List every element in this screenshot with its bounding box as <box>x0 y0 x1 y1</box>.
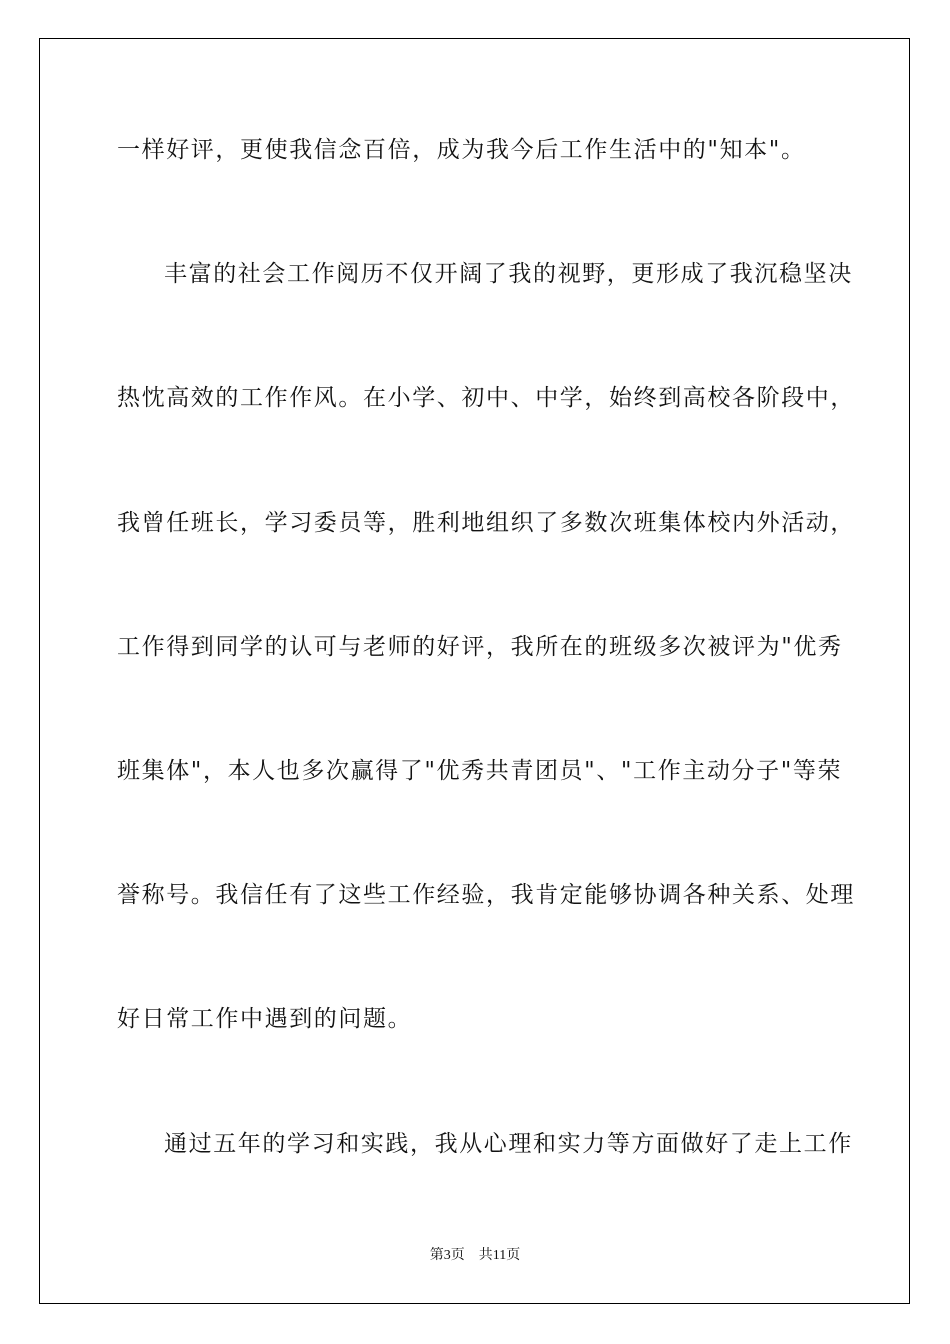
text-line: 班集体"，本人也多次赢得了"优秀共青团员"、"工作主动分子"等荣 <box>117 758 843 784</box>
page-total: 共11页 <box>478 1248 521 1263</box>
paragraph-start-line: 丰富的社会工作阅历不仅开阔了我的视野，更形成了我沉稳坚决 <box>164 261 853 287</box>
page-footer <box>0 1247 950 1265</box>
page-number: 第3页 <box>429 1248 465 1263</box>
text-line: 好日常工作中遇到的问题。 <box>117 1006 413 1032</box>
text-line: 我曾任班长，学习委员等，胜利地组织了多数次班集体校内外活动， <box>117 510 855 536</box>
page-border <box>39 38 910 1304</box>
text-line: 工作得到同学的认可与老师的好评，我所在的班级多次被评为"优秀 <box>117 634 843 660</box>
paragraph-start-line: 通过五年的学习和实践，我从心理和实力等方面做好了走上工作 <box>164 1131 853 1157</box>
text-line: 热忱高效的工作作风。在小学、初中、中学，始终到高校各阶段中， <box>117 385 855 411</box>
text-line: 一样好评，更使我信念百倍，成为我今后工作生活中的"知本"。 <box>117 137 806 163</box>
text-line: 誉称号。我信任有了这些工作经验，我肯定能够协调各种关系、处理 <box>117 882 855 908</box>
